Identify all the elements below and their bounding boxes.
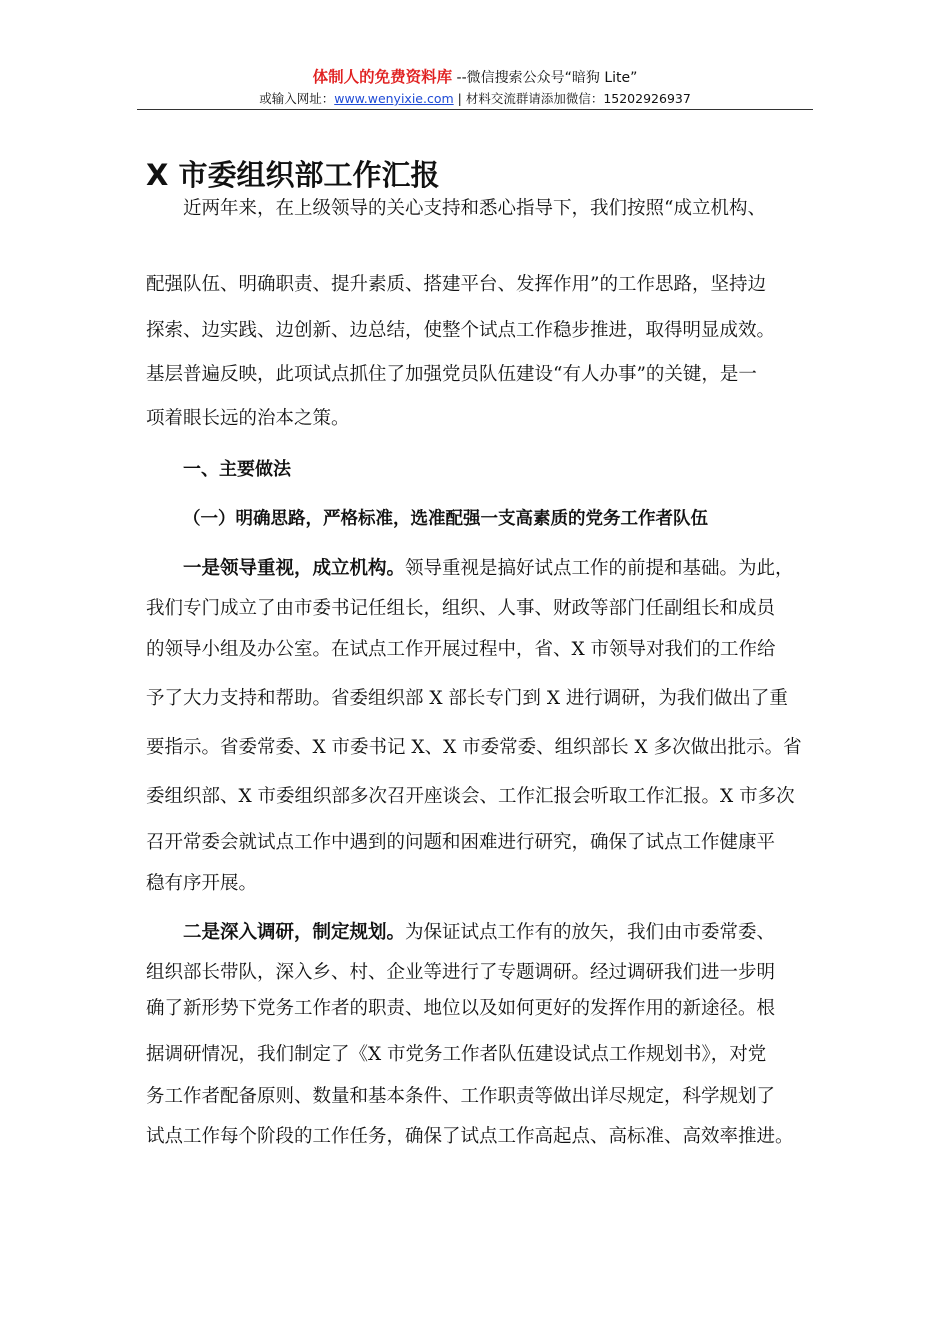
para2-line: 务工作者配备原则、数量和基本条件、工作职责等做出详尽规定，科学规划了: [146, 1086, 776, 1107]
header-divider: [137, 109, 813, 110]
contact-suffix: | 材料交流群请添加微信：15202926937: [453, 91, 691, 106]
section-heading: 一、主要做法: [183, 459, 291, 480]
document-title: X 市委组织部工作汇报: [146, 158, 440, 192]
para2-lead: 二是深入调研，制定规划。: [183, 922, 406, 943]
header-banner: [137, 66, 813, 89]
para1-line: 我们专门成立了由市委书记任组长，组织、人事、财政等部门任副组长和成员: [146, 598, 776, 619]
subsection-heading: （一）明确思路，严格标准，选准配强一支高素质的党务工作者队伍: [183, 509, 708, 529]
para1-line: 稳有序开展。: [146, 873, 258, 894]
page-header: [137, 66, 813, 109]
para2-line: 试点工作每个阶段的工作任务，确保了试点工作高起点、高标准、高效率推进。: [146, 1126, 794, 1147]
para2-line: 据调研情况，我们制定了《X 市党务工作者队伍建设试点工作规划书》，对党: [146, 1044, 767, 1065]
para2-line: 确了新形势下党务工作者的职责、地位以及如何更好的发挥作用的新途径。根: [146, 998, 776, 1019]
para1-line: 委组织部、X 市委组织部多次召开座谈会、工作汇报会听取工作汇报。X 市多次: [146, 786, 795, 807]
para1-lead: 一是领导重视，成立机构。: [183, 558, 406, 579]
para1-line: 召开常委会就试点工作中遇到的问题和困难进行研究，确保了试点工作健康平: [146, 832, 776, 853]
brand-name: 体制人的免费资料库: [312, 68, 453, 86]
website-link[interactable]: www.wenyixie.com: [334, 91, 454, 106]
intro-line: 配强队伍、明确职责、提升素质、搭建平台、发挥作用”的工作思路，坚持边: [146, 274, 766, 295]
para1-line: 的领导小组及办公室。在试点工作开展过程中，省、X 市领导对我们的工作给: [146, 639, 776, 660]
header-tagline: --微信搜索公众号“暗狗 Lite”: [452, 70, 638, 86]
para1-line: 予了大力支持和帮助。省委组织部 X 部长专门到 X 进行调研，为我们做出了重: [146, 688, 788, 709]
para2-first-line: [183, 920, 775, 946]
para2-first-rest: 为保证试点工作有的放矢，我们由市委常委、: [405, 922, 776, 943]
intro-line: 项着眼长远的治本之策。: [146, 408, 350, 429]
intro-line: 基层普遍反映，此项试点抓住了加强党员队伍建设“有人办事”的关键，是一: [146, 364, 757, 385]
para1-first-line: [183, 556, 794, 582]
url-prefix: 或输入网址：: [259, 91, 335, 106]
para2-line: 组织部长带队，深入乡、村、企业等进行了专题调研。经过调研我们进一步明: [146, 962, 776, 983]
intro-line: 近两年来，在上级领导的关心支持和悉心指导下，我们按照“成立机构、: [183, 198, 766, 219]
para1-first-rest: 领导重视是搞好试点工作的前提和基础。为此，: [405, 558, 794, 579]
intro-line: 探索、边实践、边创新、边总结，使整个试点工作稳步推进，取得明显成效。: [146, 320, 776, 341]
para1-line: 要指示。省委常委、X 市委书记 X、X 市委常委、组织部长 X 多次做出批示。省: [146, 737, 802, 758]
header-contact: [137, 89, 813, 109]
